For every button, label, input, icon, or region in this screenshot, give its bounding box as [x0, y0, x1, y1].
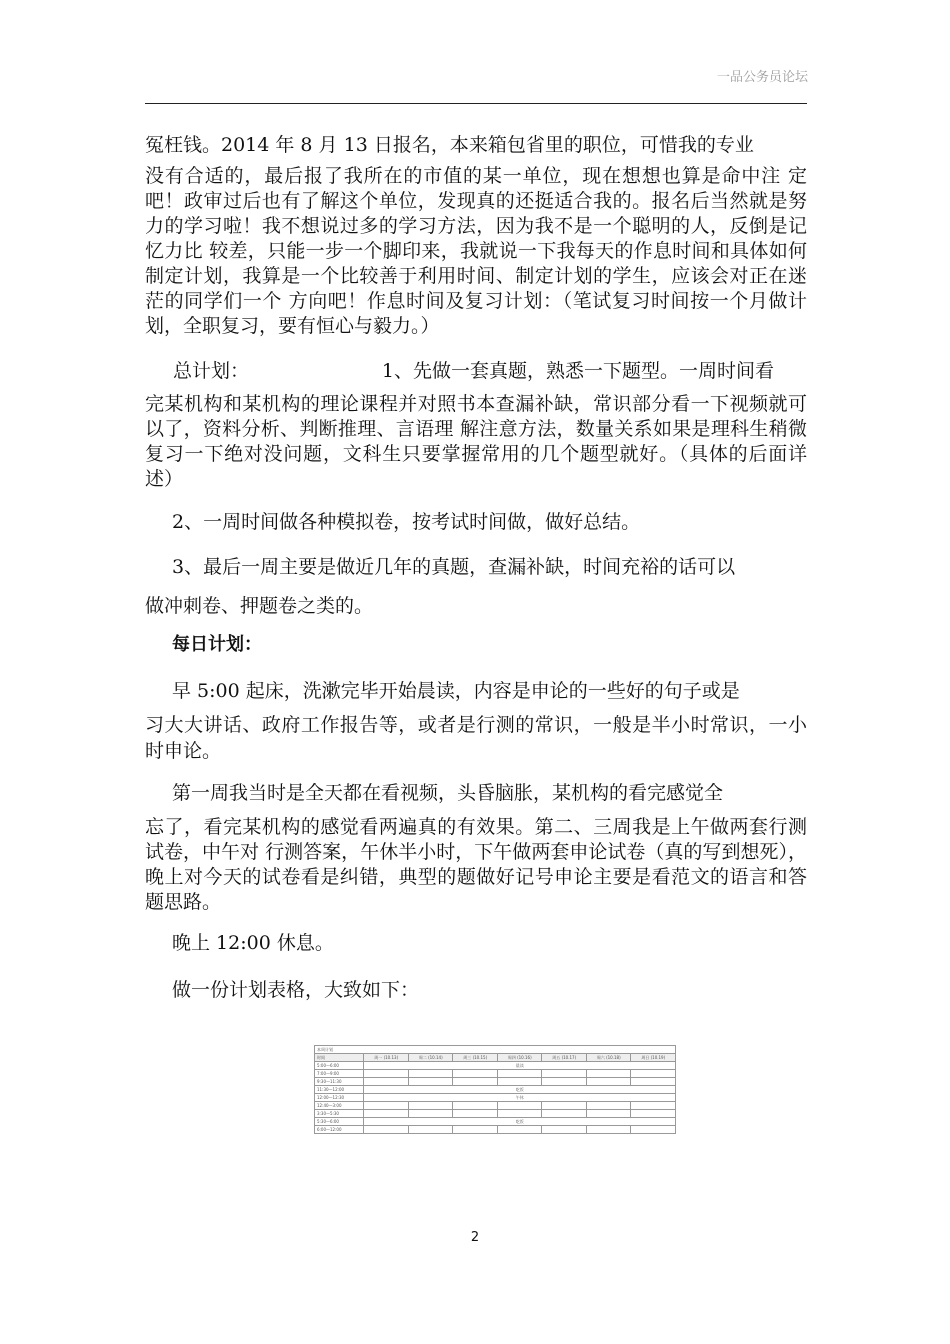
table-cell: [586, 1102, 631, 1110]
table-cell: [408, 1110, 453, 1118]
paragraph-1-line-1: 冤枉钱。2014 年 8 月 13 日报名，本来箱包省里的职位，可惜我的专业: [145, 134, 754, 156]
table-cell: [542, 1070, 587, 1078]
table-cell: [453, 1110, 498, 1118]
table-header-cell: 周四 (10.16): [497, 1054, 542, 1062]
table-cell: [408, 1070, 453, 1078]
table-header-cell: 周一 (10.13): [364, 1054, 409, 1062]
table-time-cell: 12:00—12:30: [315, 1094, 364, 1102]
plan-table: [314, 1045, 676, 1134]
table-cell: [631, 1126, 676, 1134]
table-row: [315, 1118, 676, 1126]
header-rule: [145, 103, 807, 104]
table-time-cell: 9:30—11:30: [315, 1078, 364, 1086]
table-title: 本周计划: [315, 1046, 676, 1054]
table-cell: [497, 1110, 542, 1118]
table-cell: [408, 1078, 453, 1086]
table-header-cell: 时间: [315, 1054, 364, 1062]
paragraph-1-rest: 没有合适的，最后报了我所在的市值的某一单位，现在想想也算是命中注 定吧！政审过后也有了解这个单位，发现真的还挺适合我的。报名后当然就是努力的学习啦！我不想说过多的学习方法，因为我不是一个聪明的人，反倒是记忆力比 较差，只能一步一个脚印来，我就说一下我每天的作息时间和具体如何制定计划，我算是一个比较善于利用时间、制定计划的学生，应该会对正在迷茫的同学们一个 方向吧！作息时间及复习计划：（笔试复习时间按一个月做计划，全职复习，要有恒心与毅力。）: [145, 165, 807, 337]
night-line: 晚上 12:00 休息。: [172, 932, 334, 954]
table-time-cell: 11:30—12:00: [315, 1086, 364, 1094]
table-time-cell: 5:30—6:00: [315, 1118, 364, 1126]
table-cell: [364, 1070, 409, 1078]
table-cell: [497, 1126, 542, 1134]
table-row: [315, 1126, 676, 1134]
morning-rest: 习大大讲话、政府工作报告等，或者是行测的常识，一般是半小时常识，一小时申论。: [145, 714, 807, 762]
table-cell: [631, 1102, 676, 1110]
table-row: [315, 1102, 676, 1110]
table-cell: [497, 1070, 542, 1078]
table-cell: [586, 1110, 631, 1118]
table-cell: [586, 1070, 631, 1078]
week-rest: 忘了，看完某机构的感觉看两遍真的有效果。第二、三周我是上午做两套行测试卷，中午对 行测答案，午休半小时，下午做两套申论试卷（真的写到想死），晚上对今天的试卷看是纠错，典型的题做好记号申论主要是看范文的语言和答题思路。: [145, 816, 807, 913]
table-cell: [497, 1102, 542, 1110]
table-header-cell: 周六 (10.18): [586, 1054, 631, 1062]
table-cell: [453, 1070, 498, 1078]
table-cell: [408, 1126, 453, 1134]
table-time-cell: 7:00—9:00: [315, 1070, 364, 1078]
table-cell: [586, 1126, 631, 1134]
table-cell: [364, 1078, 409, 1086]
table-row: [315, 1070, 676, 1078]
table-cell: [497, 1078, 542, 1086]
table-time-cell: 12:40—3:00: [315, 1102, 364, 1110]
table-row: [315, 1086, 676, 1094]
table-cell: [542, 1102, 587, 1110]
table-cell: [364, 1110, 409, 1118]
table-row: [315, 1062, 676, 1070]
plan-item-3-line-1: 3、最后一周主要是做近几年的真题，查漏补缺，时间充裕的话可以: [172, 556, 736, 578]
table-title-row: [315, 1046, 676, 1054]
table-merged-cell: 吃饭: [364, 1118, 676, 1126]
table-cell: [631, 1078, 676, 1086]
table-cell: [631, 1070, 676, 1078]
table-cell: [364, 1102, 409, 1110]
table-header-cell: 周五 (10.17): [542, 1054, 587, 1062]
table-cell: [364, 1126, 409, 1134]
table-header-cell: 周二 (10.14): [408, 1054, 453, 1062]
table-time-cell: 6:00—12:00: [315, 1126, 364, 1134]
table-header-cell: 周三 (10.15): [453, 1054, 498, 1062]
table-cell: [631, 1110, 676, 1118]
overall-plan-rest: 完某机构和某机构的理论课程并对照书本查漏补缺，常识部分看一下视频就可以了，资料分析、判断推理、言语理 解注意方法，数量关系如果是理科生稍微复习一下绝对没问题，文科生只要掌握常用的几个题型就好。（具体的后面详述）: [145, 393, 807, 490]
table-merged-cell: 晨读: [364, 1062, 676, 1070]
table-cell: [408, 1102, 453, 1110]
table-row: [315, 1078, 676, 1086]
plan-table-image: [314, 1045, 676, 1134]
plan-item-3-line-2: 做冲刺卷、押题卷之类的。: [145, 595, 374, 617]
page-number: 2: [470, 1230, 480, 1245]
table-cell: [542, 1126, 587, 1134]
table-cell: [586, 1078, 631, 1086]
morning-line-1: 早 5:00 起床，洗漱完毕开始晨读，内容是申论的一些好的句子或是: [172, 680, 740, 702]
table-row: [315, 1094, 676, 1102]
table-cell: [453, 1102, 498, 1110]
header-site-name: 一品公务员论坛: [716, 70, 808, 85]
table-cell: [542, 1110, 587, 1118]
table-cell: [453, 1078, 498, 1086]
week-line-1: 第一周我当时是全天都在看视频，头昏脑胀，某机构的看完感觉全: [172, 782, 724, 804]
table-header-row: [315, 1054, 676, 1062]
daily-plan-heading: 每日计划：: [172, 634, 262, 655]
table-intro: 做一份计划表格，大致如下：: [172, 979, 420, 1001]
table-merged-cell: 午休: [364, 1094, 676, 1102]
overall-plan-line-1: 总计划： 1、先做一套真题，熟悉一下题型。一周时间看: [173, 360, 774, 382]
table-cell: [453, 1126, 498, 1134]
table-cell: [542, 1078, 587, 1086]
table-time-cell: 5:00—6:00: [315, 1062, 364, 1070]
plan-item-2: 2、一周时间做各种模拟卷，按考试时间做，做好总结。: [172, 511, 641, 533]
table-header-cell: 周日 (10.19): [631, 1054, 676, 1062]
document-body: [145, 132, 807, 1003]
table-time-cell: 3:30—5:30: [315, 1110, 364, 1118]
table-row: [315, 1110, 676, 1118]
table-merged-cell: 吃饭: [364, 1086, 676, 1094]
